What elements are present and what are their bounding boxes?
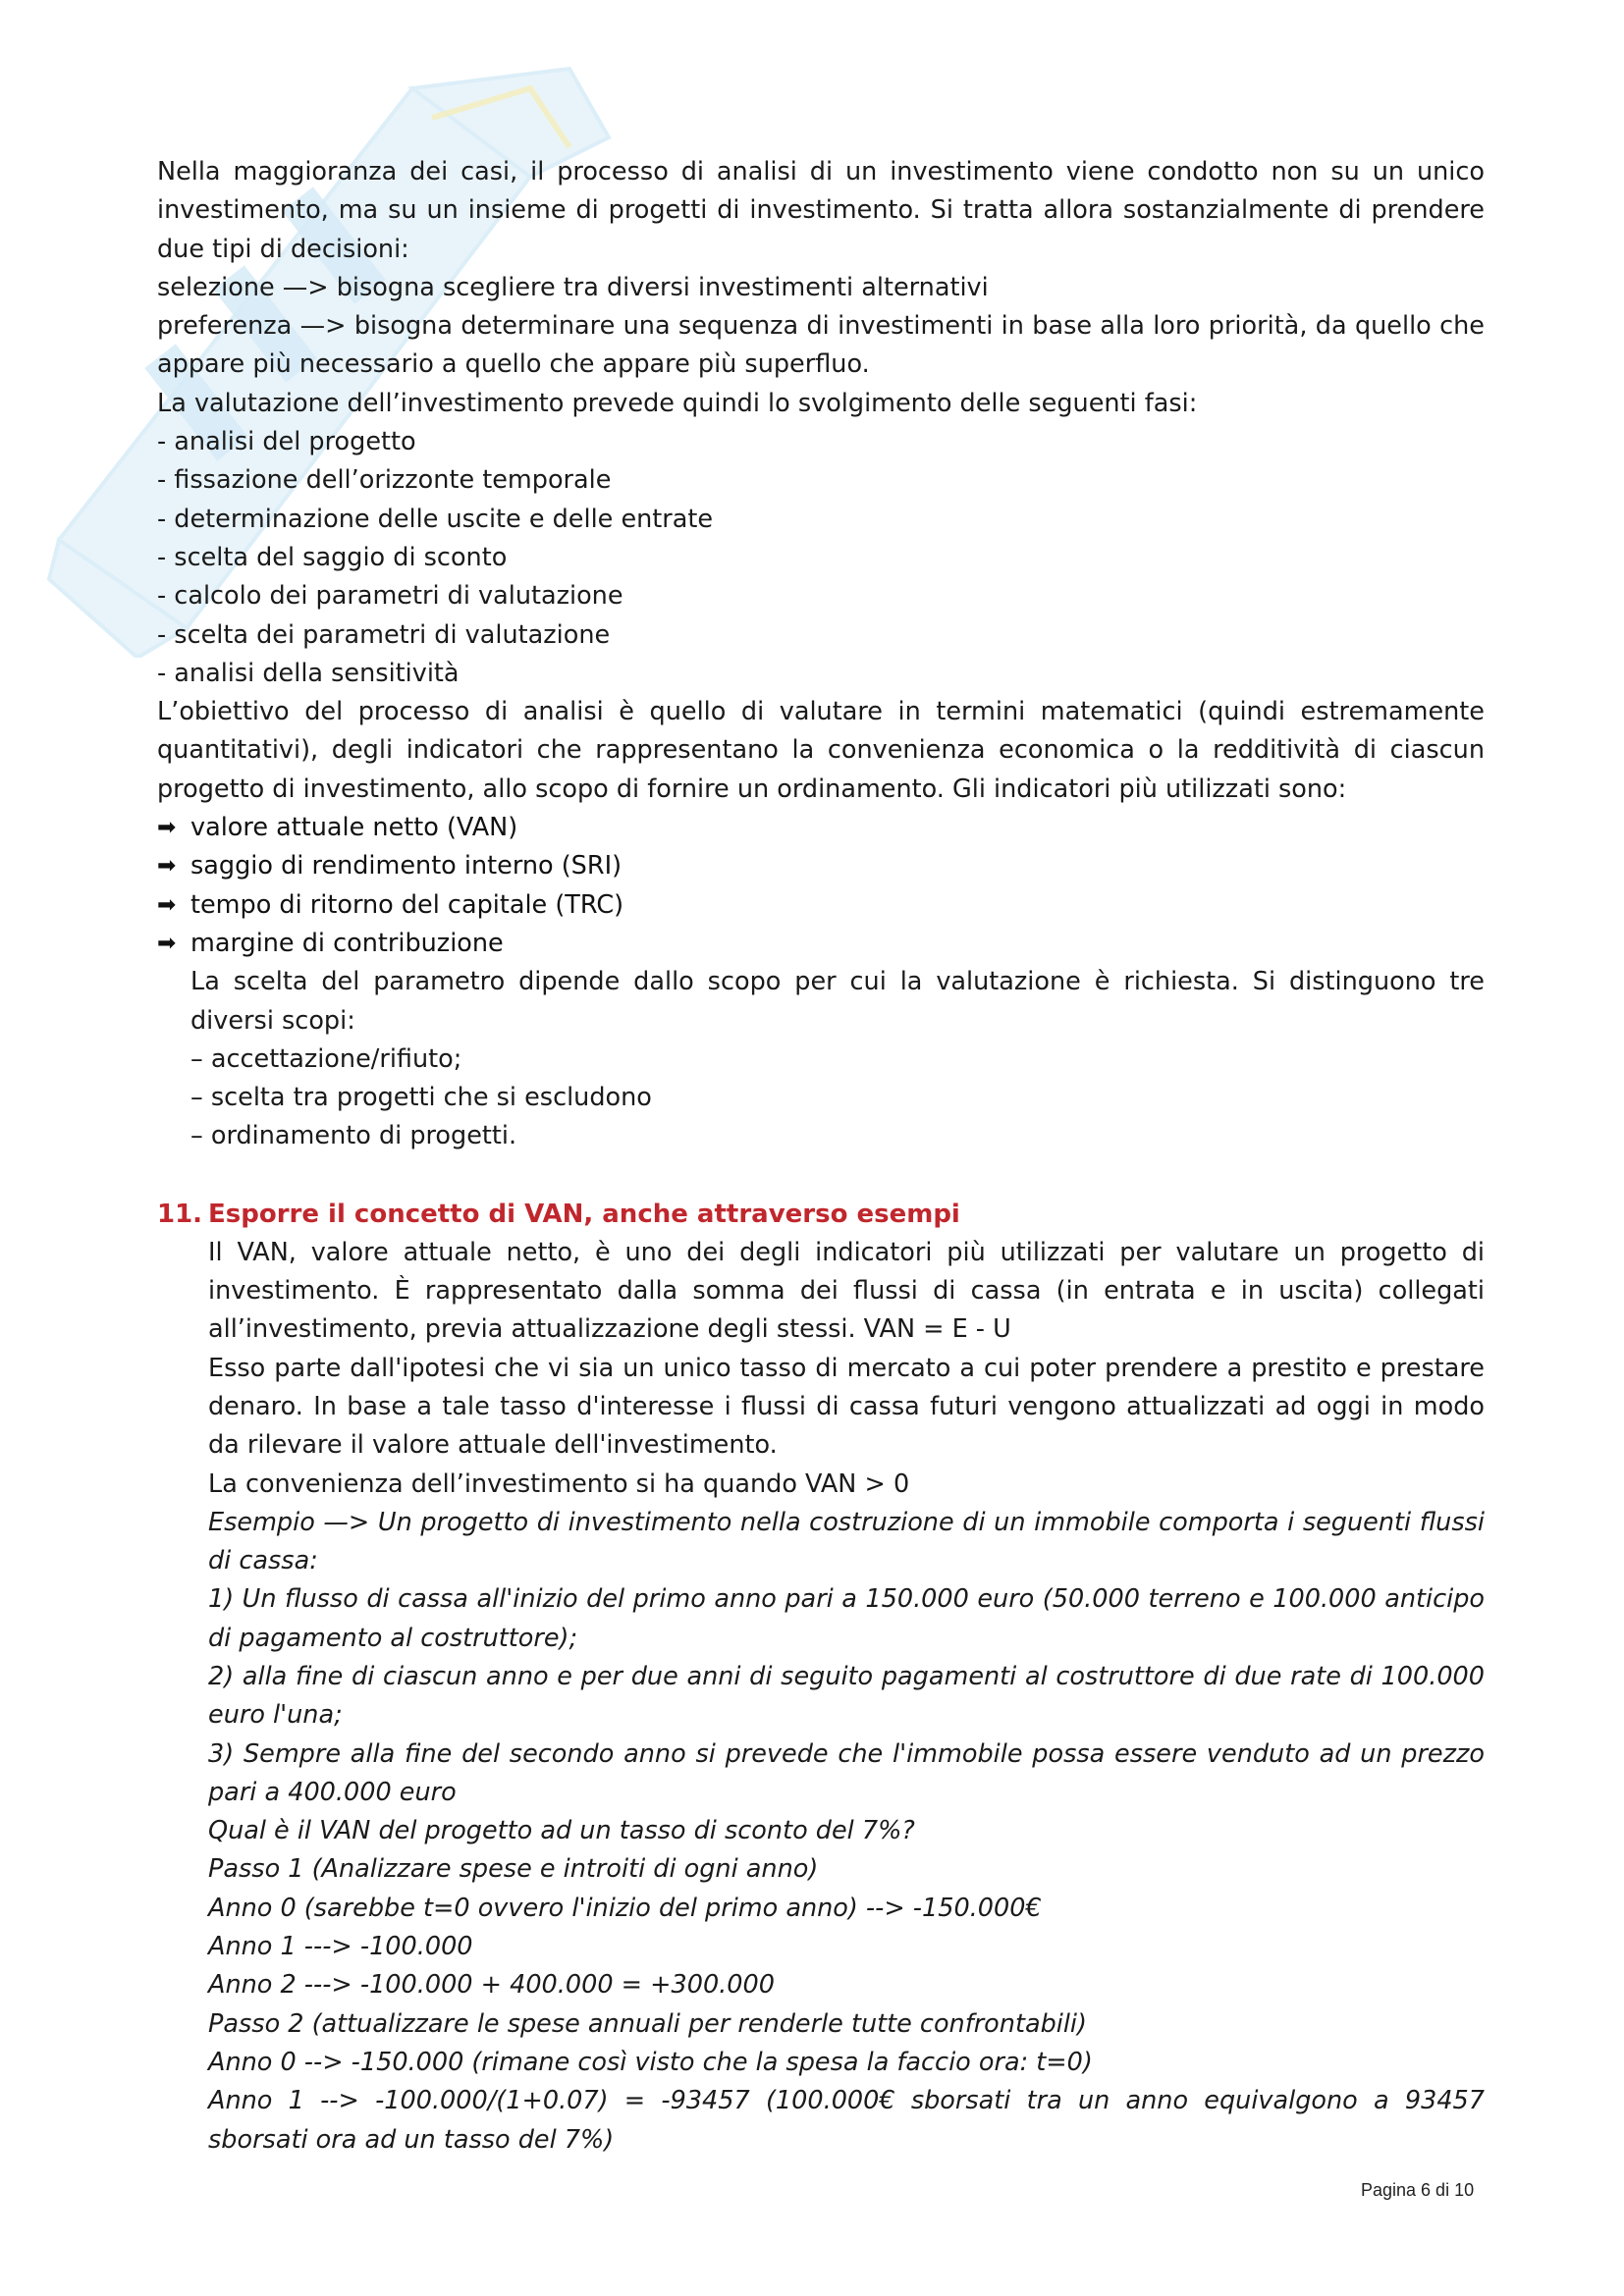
van-convenience: La convenienza dell’investimento si ha quando VAN > 0 xyxy=(208,1468,910,1499)
phases-intro: La valutazione dell’investimento prevede quindi lo svolgimento delle seguenti fasi: xyxy=(157,388,1198,418)
scope-item: – accettazione/rifiuto; xyxy=(190,1043,462,1074)
indicator-item: ➡ saggio di rendimento interno (SRI) xyxy=(157,847,1485,885)
arrow-right-icon: ➡ xyxy=(157,853,177,880)
objective-paragraph: L’obiettivo del processo di analisi è quello di valutare in termini matematici (quindi estremamente quantitativi), degli indicatori che rappresentano la convenienza economica o la redditività di ciascun progetto di investimento, allo scopo di fornire un ordinamento. Gli indicatori più utilizzati sono: xyxy=(157,697,1485,804)
arrow-right-icon: ➡ xyxy=(157,815,177,841)
scope-item: – scelta tra progetti che si escludono xyxy=(190,1083,652,1113)
example-question: Qual è il VAN del progetto ad un tasso di sconto del 7%? xyxy=(208,1816,915,1846)
document-body xyxy=(157,153,1485,2160)
indicator-item: ➡ valore attuale netto (VAN) xyxy=(157,809,1485,847)
section-heading: 11. Esporre il concetto di VAN, anche attraverso esempi xyxy=(157,1199,960,1229)
example-item: 3) Sempre alla fine del secondo anno si prevede che l'immobile possa essere venduto ad un prezzo pari a 400.000 euro xyxy=(208,1738,1485,1807)
example-step: Anno 1 --> -100.000/(1+0.07) = -93457 (100.000€ sborsati tra un anno equivalgono a 93457 sborsati ora ad un tasso del 7%) xyxy=(208,2086,1485,2155)
example-step: Anno 1 ---> -100.000 xyxy=(208,1932,473,1962)
example-step: Anno 0 (sarebbe t=0 ovvero l'inizio del primo anno) --> -150.000€ xyxy=(208,1893,1042,1923)
phase-item: - determinazione delle uscite e delle entrate xyxy=(157,504,714,534)
preference-line: preferenza —> bisogna determinare una sequenza di investimenti in base alla loro priorità, da quello che appare più necessario a quello che appare più superfluo. xyxy=(157,311,1485,380)
example-step: Passo 1 (Analizzare spese e introiti di ogni anno) xyxy=(208,1854,819,1885)
phase-item: - analisi della sensitività xyxy=(157,658,460,688)
indicator-item: ➡ margine di contribuzione xyxy=(157,925,1485,963)
example-step: Anno 2 ---> -100.000 + 400.000 = +300.000 xyxy=(208,1970,775,2001)
indicator-list xyxy=(157,809,1485,963)
scopes-paragraph: La scelta del parametro dipende dallo scopo per cui la valutazione è richiesta. Si distinguono tre diversi scopi: xyxy=(190,967,1485,1036)
page-number: Pagina 6 di 10 xyxy=(1361,2180,1475,2200)
phase-item: - analisi del progetto xyxy=(157,427,416,457)
example-intro: Esempio —> Un progetto di investimento nella costruzione di un immobile comporta i seguenti flussi di cassa: xyxy=(208,1507,1485,1576)
van-hypothesis: Esso parte dall'ipotesi che vi sia un unico tasso di mercato a cui poter prendere a prestito e prestare denaro. In base a tale tasso d'interesse i flussi di cassa futuri vengono attualizzati ad oggi in modo da rilevare il valore attuale dell'investimento. xyxy=(208,1353,1485,1461)
van-definition: Il VAN, valore attuale netto, è uno dei degli indicatori più utilizzati per valutare un progetto di investimento. È rappresentato dalla somma dei flussi di cassa (in entrata e in uscita) collegati all’investimento, previa attualizzazione degli stessi. VAN = E - U xyxy=(208,1237,1485,1345)
arrow-right-icon: ➡ xyxy=(157,891,177,918)
phase-item: - scelta del saggio di sconto xyxy=(157,542,508,572)
phase-item: - calcolo dei parametri di valutazione xyxy=(157,581,623,612)
phase-item: - scelta dei parametri di valutazione xyxy=(157,619,611,650)
indicator-item: ➡ tempo di ritorno del capitale (TRC) xyxy=(157,886,1485,925)
intro-paragraph: Nella maggioranza dei casi, il processo di analisi di un investimento viene condotto non su un unico investimento, ma su un insieme di progetti di investimento. Si tratta allora sostanzialmente di prendere due tipi di decisioni: xyxy=(157,157,1485,264)
example-item: 2) alla fine di ciascun anno e per due anni di seguito pagamenti al costruttore di due rate di 100.000 euro l'una; xyxy=(208,1661,1485,1731)
arrow-right-icon: ➡ xyxy=(157,930,177,956)
example-step: Anno 0 --> -150.000 (rimane così visto che la spesa la faccio ora: t=0) xyxy=(208,2047,1093,2077)
selection-line: selezione —> bisogna scegliere tra diversi investimenti alternativi xyxy=(157,272,989,302)
example-item: 1) Un flusso di cassa all'inizio del primo anno pari a 150.000 euro (50.000 terreno e 100.000 anticipo di pagamento al costruttore); xyxy=(208,1584,1485,1653)
scope-item: – ordinamento di progetti. xyxy=(190,1121,517,1151)
phase-item: - fissazione dell’orizzonte temporale xyxy=(157,465,612,496)
example-step: Passo 2 (attualizzare le spese annuali per renderle tutte confrontabili) xyxy=(208,2008,1087,2039)
